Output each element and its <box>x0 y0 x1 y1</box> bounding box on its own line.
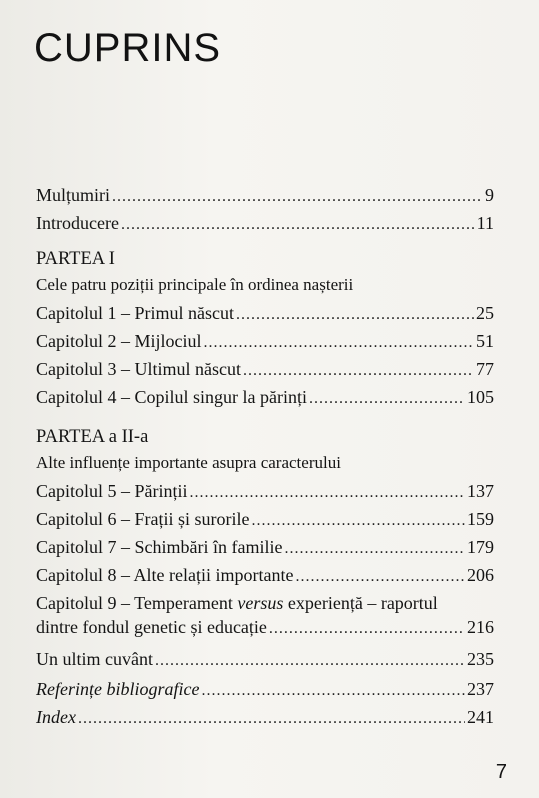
toc-entry-page: 25 <box>476 303 494 323</box>
toc-entry-label: Capitolul 2 – Mijlociul <box>36 331 202 351</box>
dot-leader <box>295 565 465 589</box>
dot-leader <box>236 303 474 327</box>
dot-leader <box>309 387 465 411</box>
toc-entry-page: 179 <box>467 537 494 557</box>
toc-entry-label: Capitolul 6 – Frații și surorile <box>36 509 250 529</box>
page-number: 7 <box>495 761 507 783</box>
toc-entry-page: 11 <box>476 213 494 233</box>
toc-entry-label: Capitolul 1 – Primul născut <box>36 303 234 323</box>
chapter-9-title-line-1 <box>36 591 494 615</box>
chapter-9-suffix: experiență – raportul <box>283 593 438 613</box>
chapter-9-title-line-2 <box>36 615 494 639</box>
toc-entry-label: Capitolul 3 – Ultimul născut <box>36 359 241 379</box>
dot-leader <box>284 537 465 561</box>
dot-leader <box>155 649 465 673</box>
toc-entry-index[interactable] <box>36 705 494 729</box>
toc-entry-chapter-2[interactable] <box>36 329 494 353</box>
toc-entry-chapter-4[interactable] <box>36 385 494 409</box>
dot-leader <box>204 331 475 355</box>
toc-entry-label: Capitolul 5 – Părinții <box>36 481 188 501</box>
toc-entry-label: Capitolul 8 – Alte relații importante <box>36 565 294 585</box>
toc-entry-page: 137 <box>467 481 494 501</box>
chapter-9-prefix: Capitolul 9 – Temperament <box>36 593 238 613</box>
toc-entry-page: 206 <box>467 565 494 585</box>
toc-entry-label: Mulțumiri <box>36 185 111 205</box>
toc-entry-chapter-1[interactable] <box>36 301 494 325</box>
chapter-9-versus: versus <box>237 593 284 613</box>
toc-entry-label: dintre fondul genetic și educație <box>36 617 267 637</box>
part-2-heading: PARTEA a II-a <box>36 427 149 447</box>
dot-leader <box>269 617 465 641</box>
toc-entry-label: Un ultim cuvânt <box>36 649 153 669</box>
toc-entry-label: Index <box>36 707 76 727</box>
toc-entry-page: 105 <box>467 387 494 407</box>
toc-entry-acknowledgements[interactable] <box>36 183 494 207</box>
toc-entry-label: Capitolul 7 – Schimbări în familie <box>36 537 283 557</box>
toc-entry-page: 77 <box>476 359 494 379</box>
dot-leader <box>112 185 483 209</box>
toc-entry-page: 235 <box>467 649 494 669</box>
dot-leader <box>78 707 465 731</box>
toc-entry-chapter-3[interactable] <box>36 357 494 381</box>
dot-leader <box>243 359 474 383</box>
toc-entry-label: Capitolul 4 – Copilul singur la părinți <box>36 387 307 407</box>
toc-entry-page: 9 <box>485 185 494 205</box>
toc-entry-label: Referințe bibliografice <box>36 679 200 699</box>
toc-entry-page: 216 <box>467 617 494 637</box>
part-1-subtitle: Cele patru poziții principale în ordinea nașterii <box>36 275 354 294</box>
toc-entry-introduction[interactable] <box>36 211 494 235</box>
dot-leader <box>121 213 475 237</box>
toc-entry-chapter-7[interactable] <box>36 535 494 559</box>
toc-entry-page: 237 <box>467 679 494 699</box>
dot-leader <box>190 481 466 505</box>
toc-entry-final-word[interactable] <box>36 647 494 671</box>
toc-entry-chapter-5[interactable] <box>36 479 494 503</box>
part-1-heading: PARTEA I <box>36 249 115 269</box>
toc-entry-page: 51 <box>476 331 494 351</box>
toc-entry-page: 241 <box>467 707 494 727</box>
part-2-subtitle: Alte influențe importante asupra caracterului <box>36 453 341 472</box>
toc-entry-chapter-9[interactable] <box>36 591 494 637</box>
toc-entry-label: Introducere <box>36 213 119 233</box>
dot-leader <box>201 679 465 703</box>
toc-entry-page: 159 <box>467 509 494 529</box>
toc-entry-chapter-8[interactable] <box>36 563 494 587</box>
page-title: CUPRINS <box>34 26 222 70</box>
dot-leader <box>252 509 466 533</box>
toc-entry-chapter-6[interactable] <box>36 507 494 531</box>
toc-entry-references[interactable] <box>36 677 494 701</box>
